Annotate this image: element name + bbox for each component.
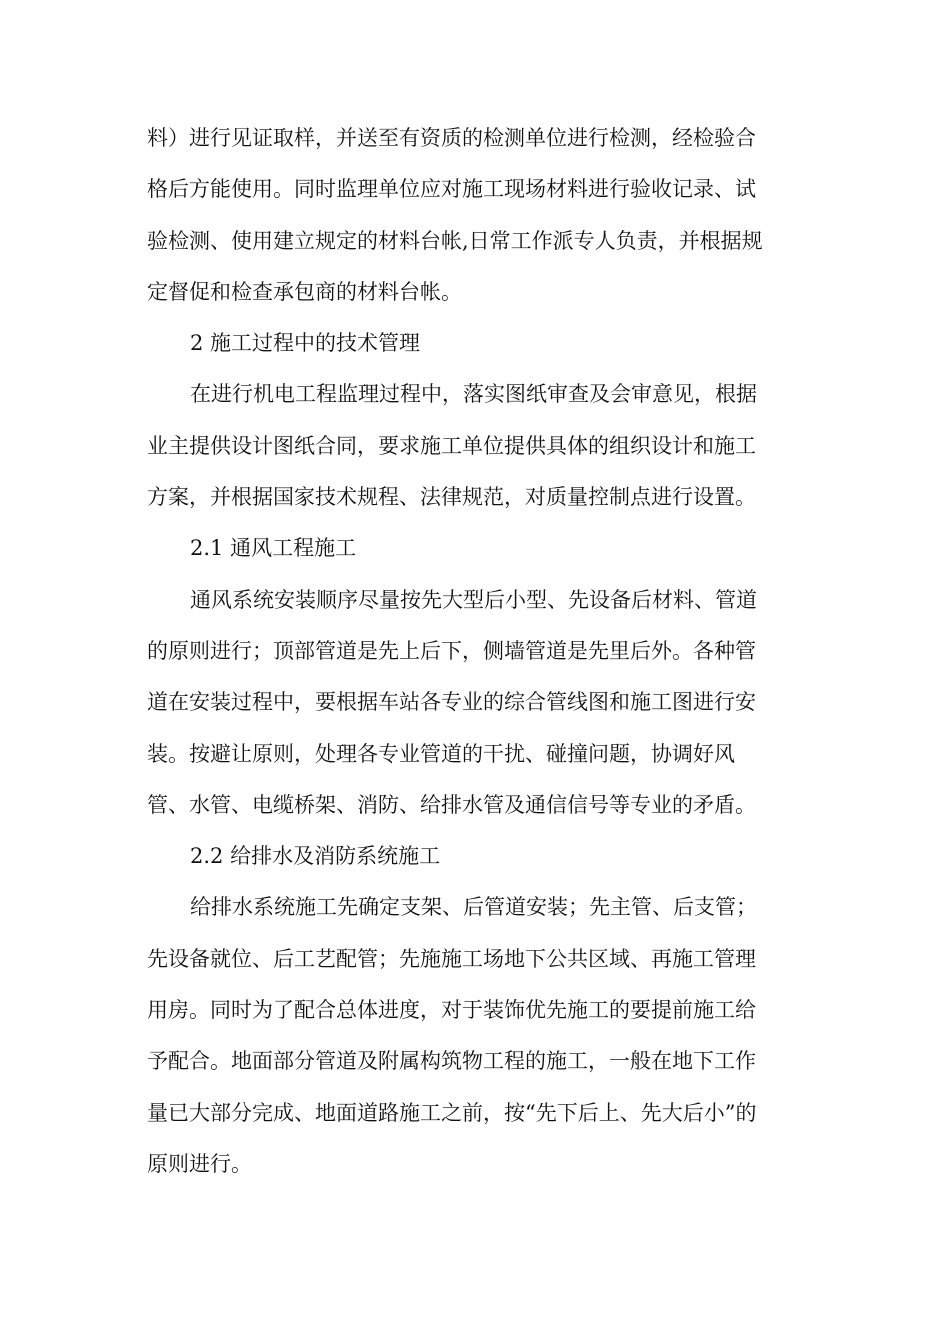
- text-line: 管、水管、电缆桥架、消防、给排水管及通信信号等专业的矛盾。: [147, 792, 756, 817]
- paragraph: [147, 113, 799, 318]
- paragraph: [147, 575, 799, 831]
- section-heading: 2 施工过程中的技术管理: [190, 331, 421, 356]
- paragraph: [147, 369, 799, 523]
- text-line: 料）进行见证取样，并送至有资质的检测单位进行检测，经检验合: [147, 126, 756, 150]
- text-line: 格后方能使用。同时监理单位应对施工现场材料进行验收记录、试: [147, 177, 756, 202]
- text-line: 业主提供设计图纸合同，要求施工单位提供具体的组织设计和施工: [147, 433, 756, 458]
- text-line: 先设备就位、后工艺配管；先施施工场地下公共区域、再施工管理: [147, 946, 756, 971]
- text-line: 用房。同时为了配合总体进度，对于装饰优先施工的要提前施工给: [147, 998, 756, 1023]
- text-line: 予配合。地面部分管道及附属构筑物工程的施工，一般在地下工作: [147, 1049, 756, 1074]
- text-line: 定督促和检查承包商的材料台帐。: [147, 279, 462, 304]
- subsection-heading: 2.1 通风工程施工: [190, 536, 357, 561]
- subsection-heading: 2.2 给排水及消防系统施工: [190, 844, 441, 869]
- text-line: 通风系统安装顺序尽量按先大型后小型、先设备后材料、管道: [190, 587, 757, 612]
- text-line: 道在安装过程中，要根据车站各专业的综合管线图和施工图进行安: [147, 690, 756, 715]
- text-line: 量已大部分完成、地面道路施工之前，按“先下后上、先大后小”的: [147, 1100, 757, 1125]
- text-line: 在进行机电工程监理过程中，落实图纸审查及会审意见，根据: [190, 382, 757, 407]
- document-body: [147, 113, 799, 1190]
- text-line: 给排水系统施工先确定支架、后管道安装；先主管、后支管；: [190, 895, 757, 920]
- text-line: 装。按避让原则，处理各专业管道的干扰、碰撞问题，协调好风: [147, 741, 735, 766]
- text-line: 验检测、使用建立规定的材料台帐,日常工作派专人负责，并根据规: [147, 228, 763, 253]
- text-line: 方案，并根据国家技术规程、法律规范，对质量控制点进行设置。: [147, 485, 756, 510]
- paragraph: [147, 882, 799, 1190]
- text-line: 原则进行。: [147, 1151, 252, 1176]
- text-line: 的原则进行；顶部管道是先上后下，侧墙管道是先里后外。各种管: [147, 638, 756, 663]
